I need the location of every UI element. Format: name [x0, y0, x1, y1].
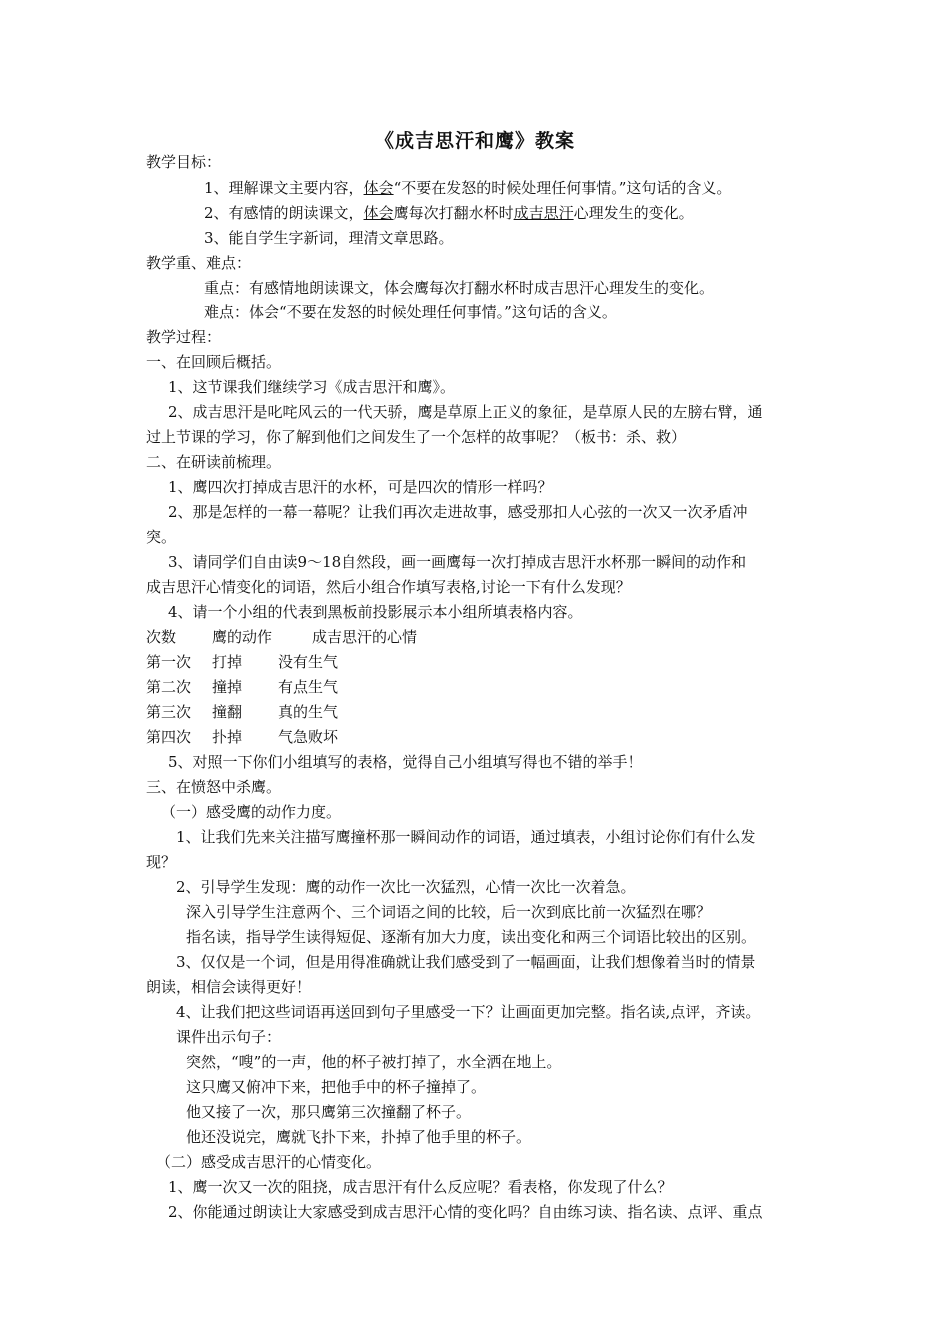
- s3-paragraph-3a: 3、仅仅是一个词，但是用得准确就让我们感受到了一幅画面，让我们想像着当时的情景: [176, 953, 756, 971]
- goals-heading: 教学目标：: [146, 153, 222, 171]
- table-cell: 真的生气: [278, 703, 339, 721]
- example-sentence: 他还没说完，鹰就飞扑下来，扑掉了他手里的杯子。: [186, 1128, 532, 1146]
- s2-paragraph-4: 4、请一个小组的代表到黑板前投影展示本小组所填表格内容。: [168, 603, 583, 621]
- s2-paragraph-2a: 2、那是怎样的一幕一幕呢？让我们再次走进故事，感受那扣人心弦的一次又一次矛盾冲: [168, 503, 748, 521]
- s1-paragraph-2b: 过上节课的学习，你了解到他们之间发生了一个怎样的故事呢？（板书：杀、救）: [146, 428, 687, 446]
- key-focus: 重点：有感情地朗读课文，体会鹰每次打翻水杯时成吉思汗心理发生的变化。: [204, 279, 715, 297]
- example-sentence: 突然，“嗖”的一声，他的杯子被打掉了，水全洒在地上。: [186, 1053, 562, 1071]
- s3-question-1: 1、鹰一次又一次的阻挠，成吉思汗有什么反应呢？看表格，你发现了什么？: [168, 1178, 673, 1196]
- s3-paragraph-1b: 现？: [146, 853, 177, 871]
- s3-paragraph-1a: 1、让我们先来关注描写鹰撞杯那一瞬间动作的词语，通过填表，小组讨论你们有什么发: [176, 828, 756, 846]
- table-cell: 第一次: [146, 653, 192, 671]
- table-cell: 撞翻: [212, 703, 243, 721]
- section-3-heading: 三、在愤怒中杀鹰。: [146, 778, 282, 796]
- s3-paragraph-4: 4、让我们把这些词语再送回到句子里感受一下？让画面更加完整。指名读,点评，齐读。: [176, 1003, 761, 1021]
- s3-paragraph-4x: 课件出示句子：: [176, 1028, 282, 1046]
- table-cell: 没有生气: [278, 653, 339, 671]
- key-heading: 教学重、难点：: [146, 254, 252, 272]
- page-title: 《成吉思汗和鹰》教案: [374, 130, 575, 152]
- s3-paragraph-2y: 指名读，指导学生读得短促、逐渐有加大力度，读出变化和两三个词语比较出的区别。: [186, 928, 757, 946]
- table-cell: 气急败坏: [278, 728, 339, 746]
- table-cell: 有点生气: [278, 678, 339, 696]
- s2-paragraph-5: 5、对照一下你们小组填写的表格，觉得自己小组填写得也不错的举手！: [168, 753, 643, 771]
- s3-subheading-1: （一）感受鹰的动作力度。: [161, 803, 342, 821]
- section-2-heading: 二、在研读前梳理。: [146, 453, 282, 471]
- example-sentence: 这只鹰又俯冲下来，把他手中的杯子撞掉了。: [186, 1078, 487, 1096]
- s3-paragraph-2: 2、引导学生发现：鹰的动作一次比一次猛烈，心情一次比一次着急。: [176, 878, 636, 896]
- example-sentence: 他又接了一次，那只鹰第三次撞翻了杯子。: [186, 1103, 472, 1121]
- table-cell: 打掉: [212, 653, 243, 671]
- key-difficulty: 难点：体会“不要在发怒的时候处理任何事情。”这句话的含义。: [204, 303, 617, 321]
- goal-item-3: 3、能自学生字新词，理清文章思路。: [204, 229, 454, 247]
- table-cell: 第三次: [146, 703, 192, 721]
- table-cell: 撞掉: [212, 678, 243, 696]
- s3-paragraph-2x: 深入引导学生注意两个、三个词语之间的比较，后一次到底比前一次猛烈在哪？: [186, 903, 712, 921]
- s1-paragraph-1: 1、这节课我们继续学习《成吉思汗和鹰》。: [168, 378, 456, 396]
- s2-paragraph-3a: 3、请同学们自由读9～18自然段，画一画鹰每一次打掉成吉思汗水杯那一瞬间的动作和: [168, 553, 747, 571]
- goal-item-2: 2、有感情的朗读课文，体会鹰每次打翻水杯时成吉思汗心理发生的变化。: [204, 204, 694, 222]
- goal-item-1: 1、理解课文主要内容，体会“不要在发怒的时候处理任何事情。”这句话的含义。: [204, 179, 732, 197]
- s2-paragraph-1: 1、鹰四次打掉成吉思汗的水杯，可是四次的情形一样吗？: [168, 478, 553, 496]
- s2-paragraph-3b: 成吉思汗心情变化的词语，然后小组合作填写表格,讨论一下有什么发现？: [146, 578, 631, 596]
- s3-question-2: 2、你能通过朗读让大家感受到成吉思汗心情的变化吗？自由练习读、指名读、点评、重点: [168, 1203, 763, 1221]
- table-cell: 第二次: [146, 678, 192, 696]
- section-1-heading: 一、在回顾后概括。: [146, 353, 282, 371]
- table-header: 次数: [146, 628, 177, 646]
- s3-subheading-2: （二）感受成吉思汗的心情变化。: [156, 1153, 382, 1171]
- s1-paragraph-2a: 2、成吉思汗是叱咤风云的一代天骄，鹰是草原上正义的象征，是草原人民的左膀右臂，通: [168, 403, 763, 421]
- process-heading: 教学过程：: [146, 328, 222, 346]
- table-header: 成吉思汗的心情: [312, 628, 418, 646]
- table-cell: 扑掉: [212, 728, 243, 746]
- s3-paragraph-3b: 朗读，相信会读得更好！: [146, 978, 312, 996]
- table-header: 鹰的动作: [212, 628, 273, 646]
- table-cell: 第四次: [146, 728, 192, 746]
- s2-paragraph-2b: 突。: [146, 528, 177, 546]
